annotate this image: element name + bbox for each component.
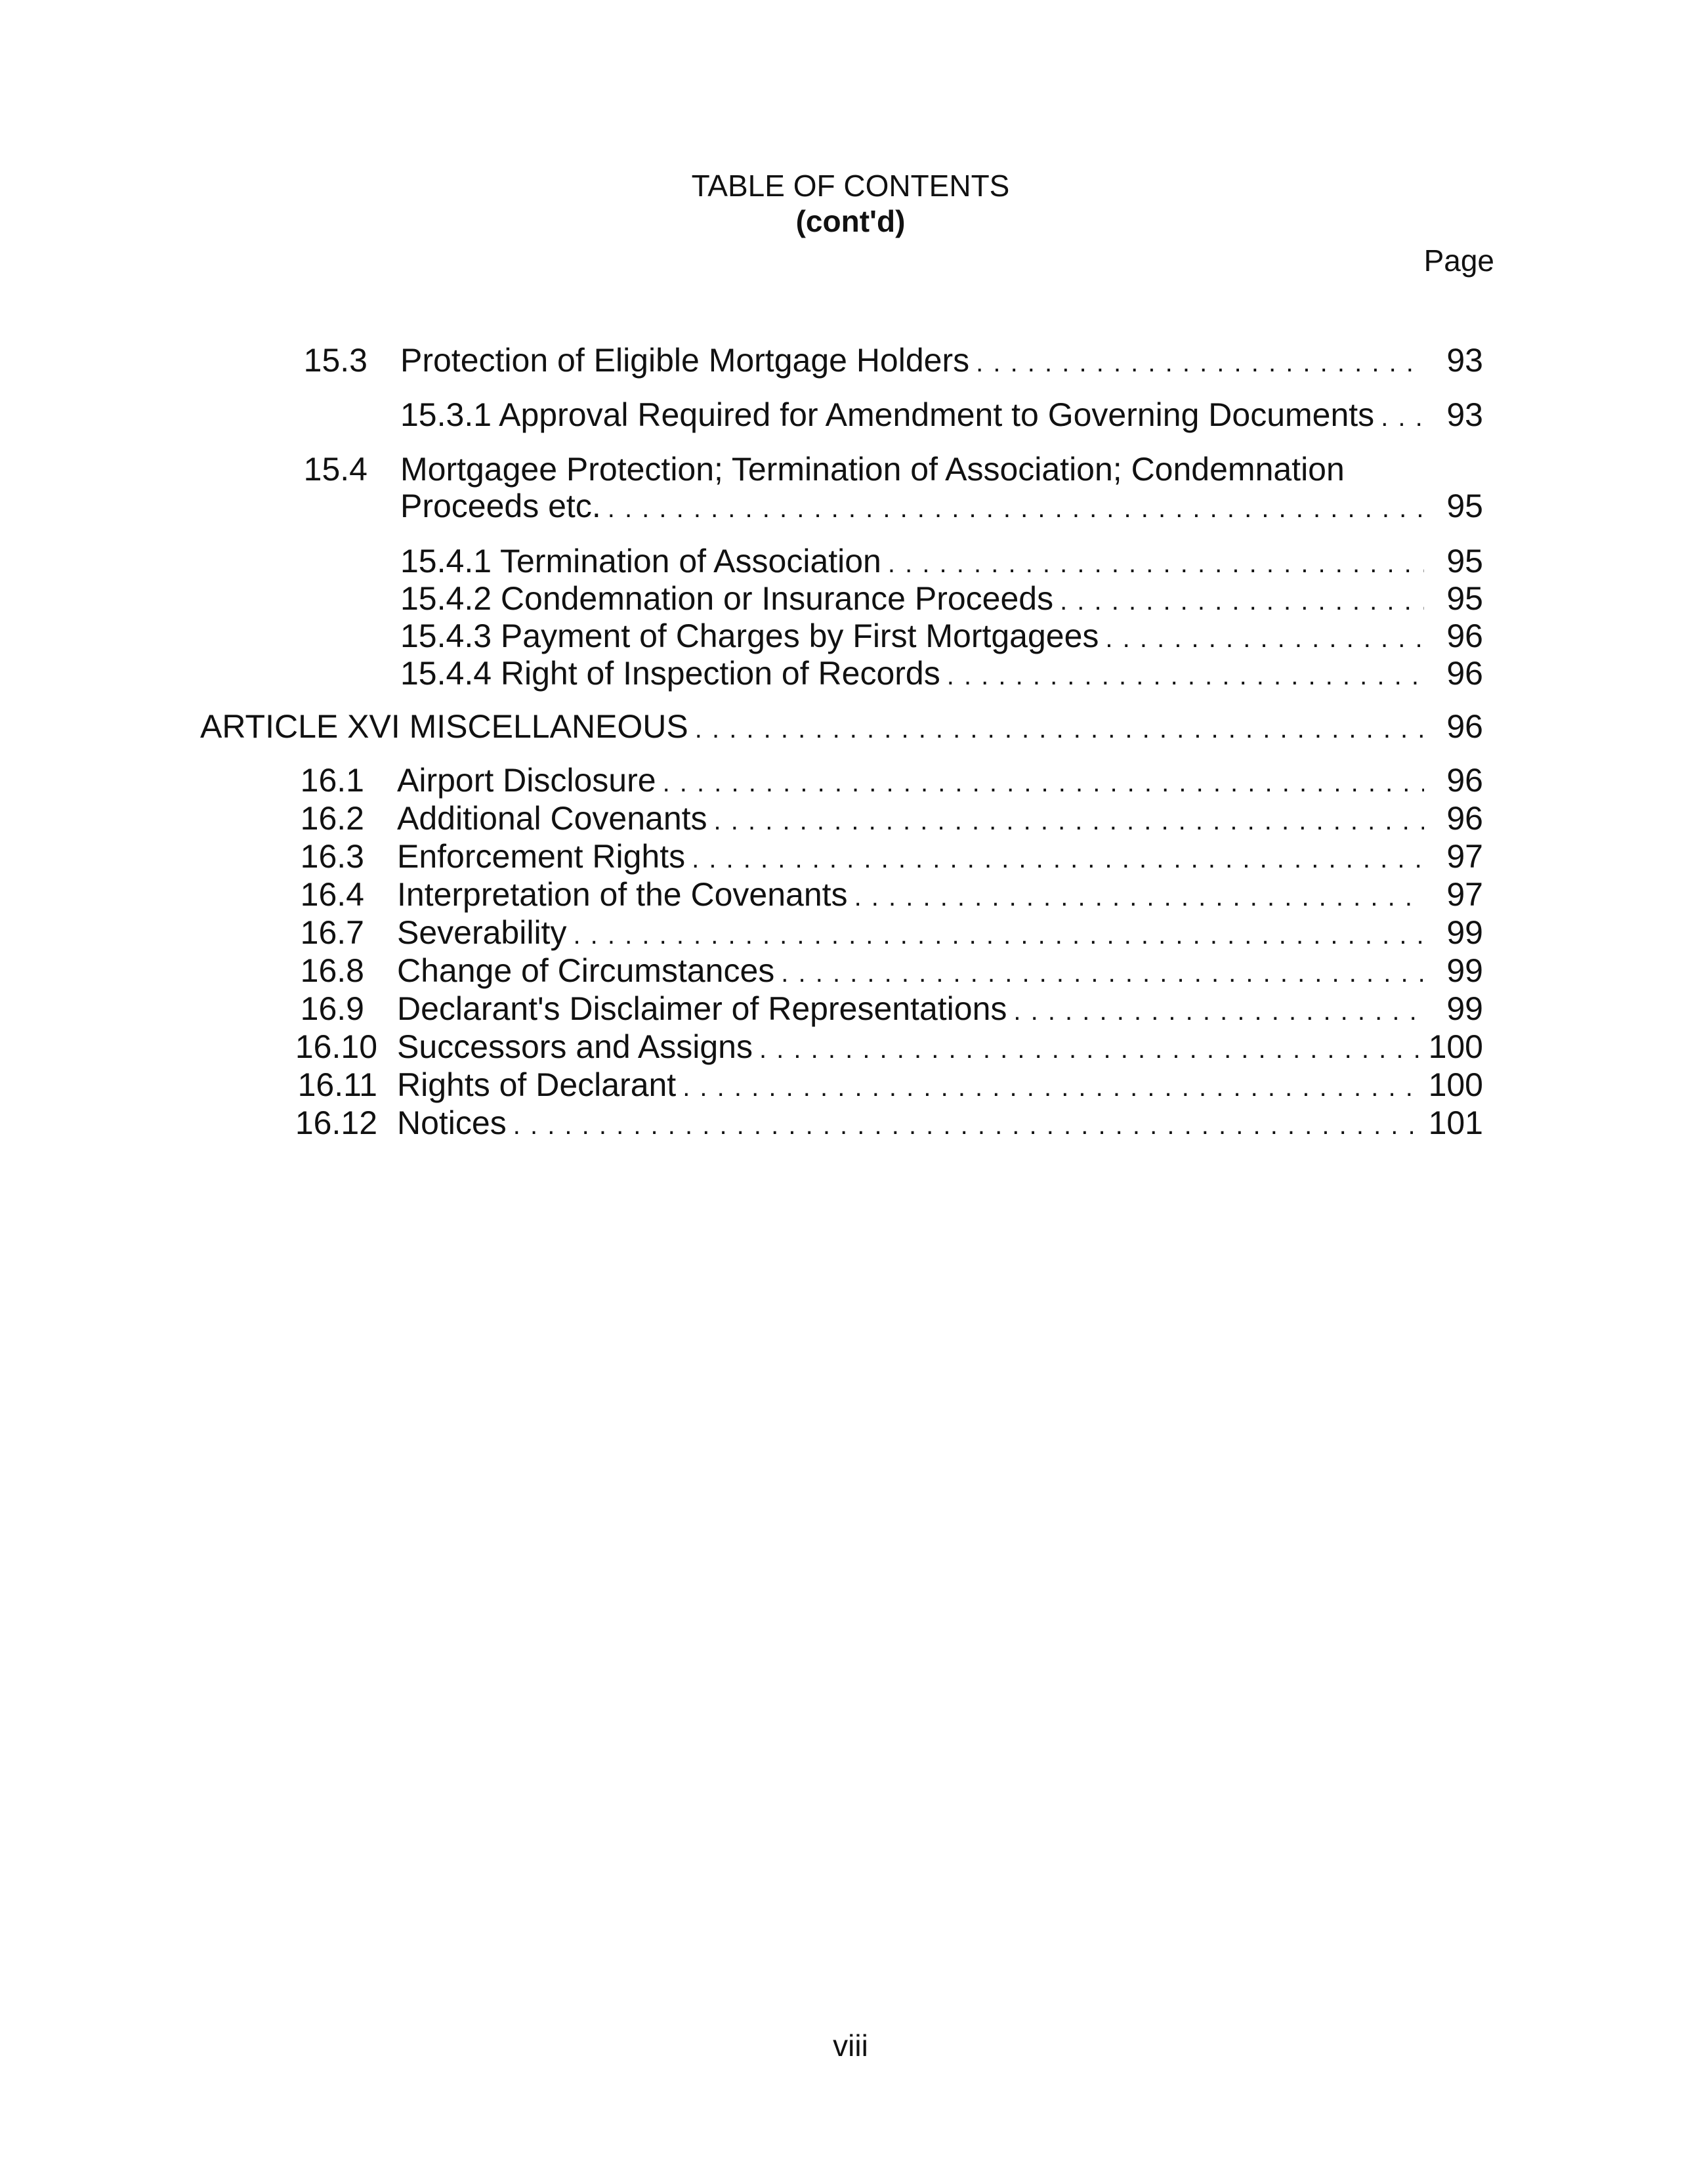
- entry-label: Rights of Declarant: [397, 1066, 677, 1103]
- page-number: 100: [1428, 1066, 1483, 1103]
- page-number: 93: [1446, 342, 1483, 379]
- toc-entry-16-10[interactable]: [282, 1028, 1483, 1068]
- page-number: 100: [1428, 1028, 1483, 1065]
- section-number: 16.11: [297, 1066, 377, 1103]
- section-number: 15.4: [303, 451, 368, 488]
- toc-entry-article-xvi[interactable]: [200, 707, 1483, 748]
- toc-entry-16-3[interactable]: [282, 837, 1483, 878]
- entry-label: 15.4.2 Condemnation or Insurance Proceeds: [400, 580, 1054, 617]
- entry-label: Severability: [397, 914, 567, 951]
- dot-leader: [682, 1066, 1421, 1106]
- page-number: 97: [1446, 876, 1483, 913]
- dot-leader: [781, 952, 1424, 992]
- toc-entry-15-3[interactable]: [289, 341, 1483, 382]
- entry-label-continued: Proceeds etc.: [400, 488, 601, 524]
- entry-label: ARTICLE XVI MISCELLANEOUS: [200, 708, 688, 745]
- toc-entry-15-4-2[interactable]: [400, 579, 1483, 620]
- toc-entry-16-4[interactable]: [282, 875, 1483, 916]
- entry-label: Protection of Eligible Mortgage Holders: [400, 342, 970, 379]
- entry-label: 15.3.1 Approval Required for Amendment to Governing Documents: [400, 396, 1375, 433]
- section-number: 16.10: [295, 1028, 377, 1065]
- entry-label: Interpretation of the Covenants: [397, 876, 848, 913]
- page-number: 96: [1446, 708, 1483, 745]
- page-number: 99: [1446, 990, 1483, 1027]
- dot-leader: [1105, 617, 1424, 658]
- entry-label: Airport Disclosure: [397, 762, 656, 799]
- entry-label: 15.4.3 Payment of Charges by First Mortgagees: [400, 618, 1099, 654]
- dot-leader: [513, 1104, 1422, 1144]
- dot-leader: [888, 542, 1424, 583]
- entry-label: Mortgagee Protection; Termination of Association; Condemnation: [400, 451, 1345, 488]
- page-number: 96: [1446, 800, 1483, 837]
- toc-entry-16-1[interactable]: [282, 761, 1483, 802]
- page-column-label: Page: [1423, 243, 1494, 278]
- page-number: 96: [1446, 655, 1483, 692]
- dot-leader: [663, 761, 1424, 802]
- section-number: 16.7: [300, 914, 364, 951]
- dot-leader: [695, 707, 1424, 748]
- entry-label: 15.4.4 Right of Inspection of Records: [400, 655, 940, 692]
- toc-entry-16-9[interactable]: [282, 990, 1483, 1030]
- page-number: 99: [1446, 952, 1483, 989]
- page-number: 96: [1446, 618, 1483, 654]
- toc-entry-16-12[interactable]: [282, 1104, 1483, 1144]
- toc-title: TABLE OF CONTENTS: [691, 169, 1010, 203]
- page-number: 95: [1446, 543, 1483, 579]
- page-number: 93: [1446, 396, 1483, 433]
- entry-label: Additional Covenants: [397, 800, 707, 837]
- dot-leader: [573, 914, 1424, 954]
- toc-entry-16-11[interactable]: [282, 1066, 1483, 1106]
- toc-entry-15-4[interactable]: [289, 450, 1483, 488]
- page-number: 99: [1446, 914, 1483, 951]
- toc-entry-16-7[interactable]: [282, 914, 1483, 954]
- entry-label: Change of Circumstances: [397, 952, 775, 989]
- page-number: 95: [1446, 488, 1483, 524]
- dot-leader: [1381, 396, 1424, 436]
- dot-leader: [1060, 579, 1424, 620]
- toc-entry-16-8[interactable]: [282, 952, 1483, 992]
- dot-leader: [1013, 990, 1424, 1030]
- page-number: 95: [1446, 580, 1483, 617]
- section-number: 16.12: [295, 1104, 377, 1141]
- toc-entry-15-4-cont[interactable]: [400, 487, 1483, 528]
- entry-label: Enforcement Rights: [397, 838, 686, 875]
- dot-leader: [692, 837, 1424, 878]
- toc-subtitle: (cont'd): [795, 204, 906, 238]
- section-number: 16.1: [300, 762, 364, 799]
- section-number: 16.9: [300, 990, 364, 1027]
- page-number: 101: [1428, 1104, 1483, 1141]
- entry-label: Successors and Assigns: [397, 1028, 753, 1065]
- page-number: 96: [1446, 762, 1483, 799]
- dot-leader: [976, 341, 1424, 382]
- entry-label: 15.4.1 Termination of Association: [400, 543, 881, 579]
- section-number: 16.3: [300, 838, 364, 875]
- dot-leader: [714, 799, 1424, 840]
- toc-entry-15-3-1[interactable]: [400, 396, 1483, 436]
- entry-label: Notices: [397, 1104, 507, 1141]
- dot-leader: [854, 875, 1424, 916]
- toc-entry-15-4-3[interactable]: [400, 617, 1483, 658]
- toc-entry-16-2[interactable]: [282, 799, 1483, 840]
- page-footer-number: viii: [833, 2028, 868, 2063]
- dot-leader: [947, 654, 1424, 695]
- toc-entry-15-4-1[interactable]: [400, 542, 1483, 583]
- toc-entry-15-4-4[interactable]: [400, 654, 1483, 695]
- section-number: 15.3: [303, 342, 368, 379]
- section-number: 16.2: [300, 800, 364, 837]
- section-number: 16.4: [300, 876, 364, 913]
- dot-leader: [608, 487, 1424, 528]
- dot-leader: [759, 1028, 1422, 1068]
- entry-label: Declarant's Disclaimer of Representations: [397, 990, 1007, 1027]
- section-number: 16.8: [300, 952, 364, 989]
- page-number: 97: [1446, 838, 1483, 875]
